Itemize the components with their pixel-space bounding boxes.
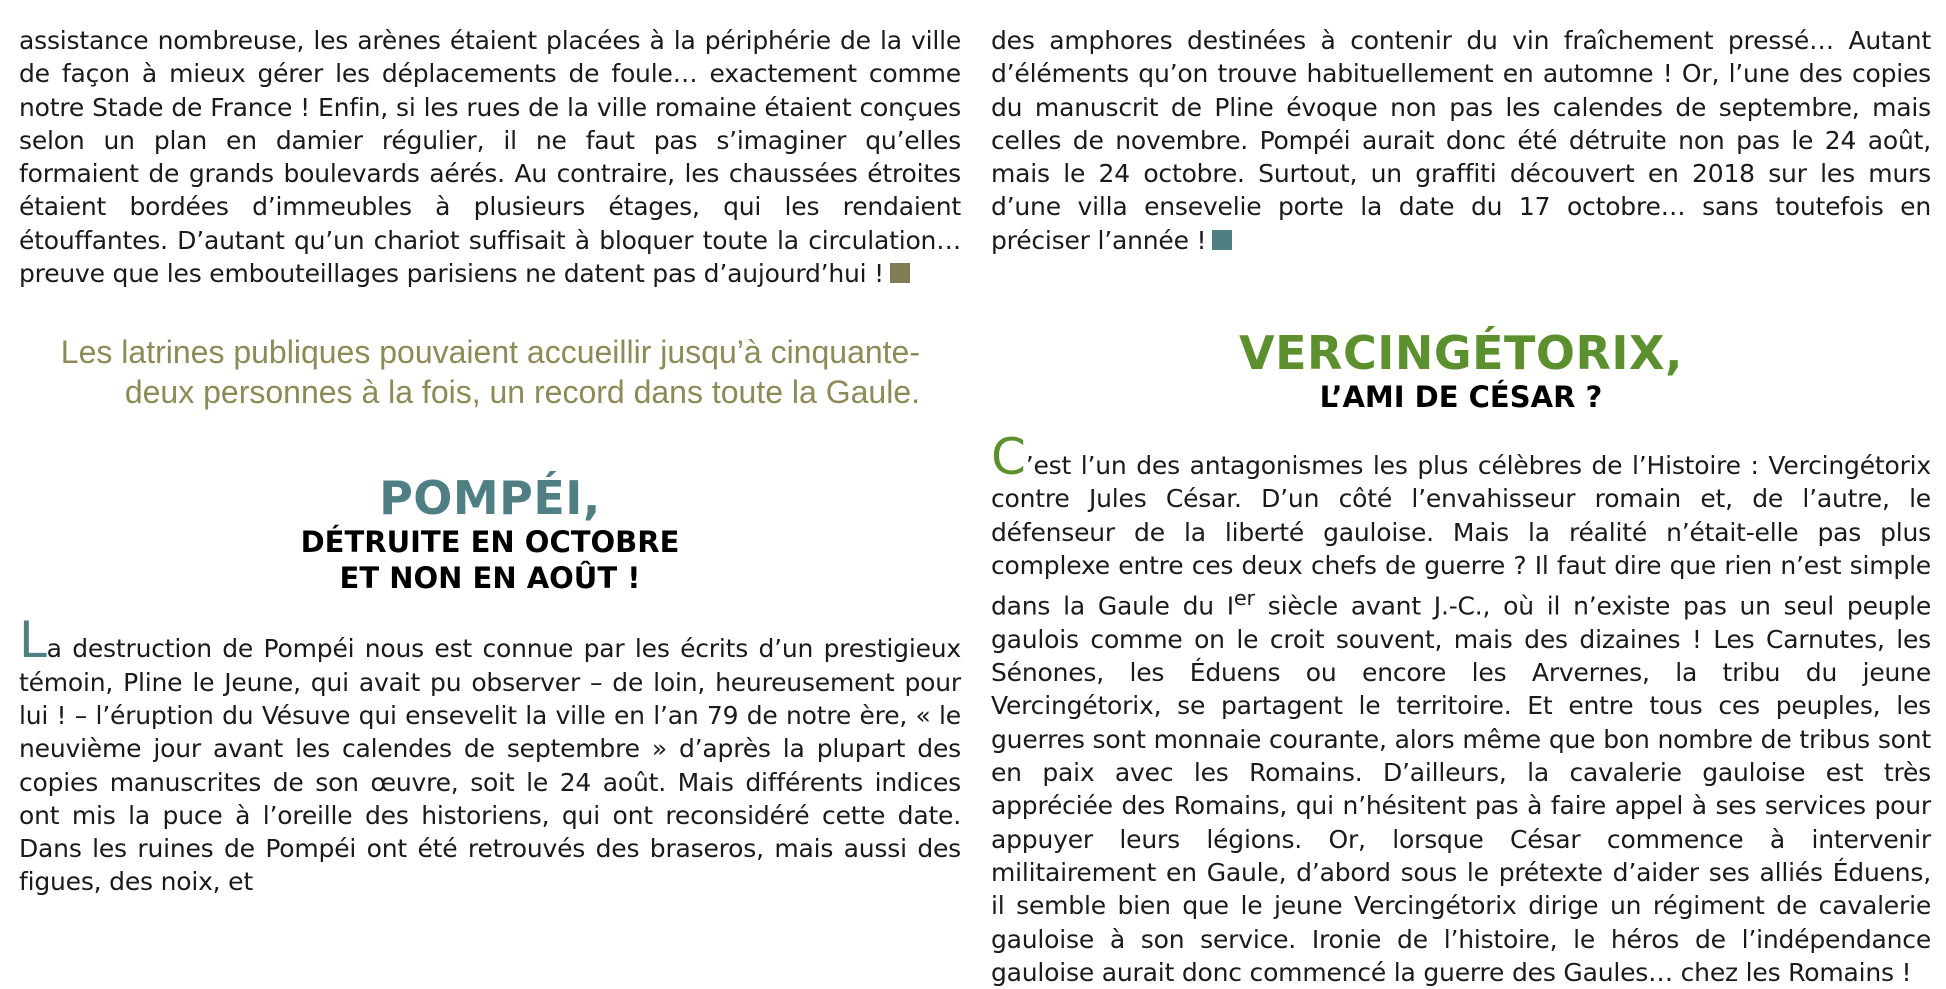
vercingetorix-title: VERCINGÉTORIX, — [1239, 326, 1683, 381]
article-paragraph-top-right: des amphores destinées à contenir du vin fraîchement pressé… Autant d’éléments qu’on trouve habituellement en automne ! Or, l’une des copies du manuscrit de Pline évoque non pas les calendes de septembre, mais celles de novembre. Pompéi aurait donc été détruite non pas le 24 août, mais le 24 octobre. Surtout, un graffiti découvert en 2018 sur les murs d’une villa ensevelie porte la date du 17 octobre… sans toutefois en préciser l’année ! — [991, 26, 1931, 255]
vercingetorix-article-body: C’est l’un des antagonismes les plus célèbres de l’Histoire : Vercingétorix contre Jules César. D’un côté l’envahisseur romain et, de l’autre, le défenseur de la liberté gauloise. Mais la réalité n’était-elle pas plus complexe entre ces deux chefs de guerre ? Il faut dire que rien n’est simple dans la Gaule du Ier siècle avant J.-C., où il n’existe pas un seul peuple gaulois comme on le croit souvent, mais des dizaines ! Les Carnutes, les Sénones, les Éduens ou encore les Arvernes, la tribu du jeune Vercingétorix, se partagent le territoire. Et entre tous ces peuples, les guerres sont monnaie courante, alors même que bon nombre de tribus sont en paix avec les Romains. D’ailleurs, la cavalerie gauloise est très appréciée des Romains, qui n’hésitent pas à faire appel à ses services pour appuyer leurs légions. Or, lorsque César commence à intervenir militairement en Gaule, d’abord sous le prétexte d’aider ses alliés Éduens, il semble bien que le jeune Vercingétorix dirige un régiment de cavalerie gauloise à son service. Ironie de l’histoire, le héros de l’indépendance gauloise aurait donc commencé la guerre des Gaules… chez les Romains ! — [991, 428, 1932, 987]
right-column — [991, 0, 1931, 989]
vercingetorix-heading — [991, 327, 1931, 415]
end-mark-icon — [890, 263, 910, 283]
end-mark-icon — [1212, 230, 1232, 250]
article-paragraph-top-left: assistance nombreuse, les arènes étaient placées à la périphérie de la ville de façon à mieux gérer les déplacements de foule… exactement comme notre Stade de France ! Enfin, si les rues de la ville romaine étaient conçues selon un plan en damier régulier, il ne faut pas s’imaginer qu’elles formaient de grands boulevards aérés. Au contraire, les chaussées étroites étaient bordées d’immeubles à plusieurs étages, qui les rendaient étouffantes. D’autant qu’un chariot suffisait à bloquer toute la circulation… preuve que les embouteillages parisiens ne datent pas d’aujourd’hui ! — [19, 26, 961, 289]
pompei-heading — [19, 472, 961, 596]
left-column — [19, 0, 961, 899]
superscript-er: er — [1233, 586, 1255, 611]
pompei-subtitle-line1: DÉTRUITE EN OCTOBRE — [300, 525, 680, 560]
pompei-article-body: La destruction de Pompéi nous est connue par les écrits d’un prestigieux témoin, Pline le Jeune, qui avait pu observer – de loin, heureusement pour lui ! – l’éruption du Vésuve qui ensevelit la ville en l’an 79 de notre ère, « le neuvième jour avant les calendes de septembre » d’après la plupart des copies manuscrites de son œuvre, soit le 24 août. Mais différents indices ont mis la puce à l’oreille des historiens, qui ont reconsidéré cette date. Dans les ruines de Pompéi ont été retrouvés des braseros, mais aussi des figues, des noix, et — [19, 611, 961, 897]
pompei-title: POMPÉI, — [379, 471, 601, 526]
pull-quote: Les latrines publiques pouvaient accueillir jusqu’à cinquante-deux personnes à la fois, un record dans toute la Gaule. — [60, 334, 920, 411]
pompei-subtitle-line2: ET NON EN AOÛT ! — [339, 561, 641, 596]
vercingetorix-dropcap: C — [991, 428, 1026, 487]
pompei-dropcap: L — [19, 611, 47, 670]
vercingetorix-subtitle: L’AMI DE CÉSAR ? — [1319, 380, 1603, 415]
